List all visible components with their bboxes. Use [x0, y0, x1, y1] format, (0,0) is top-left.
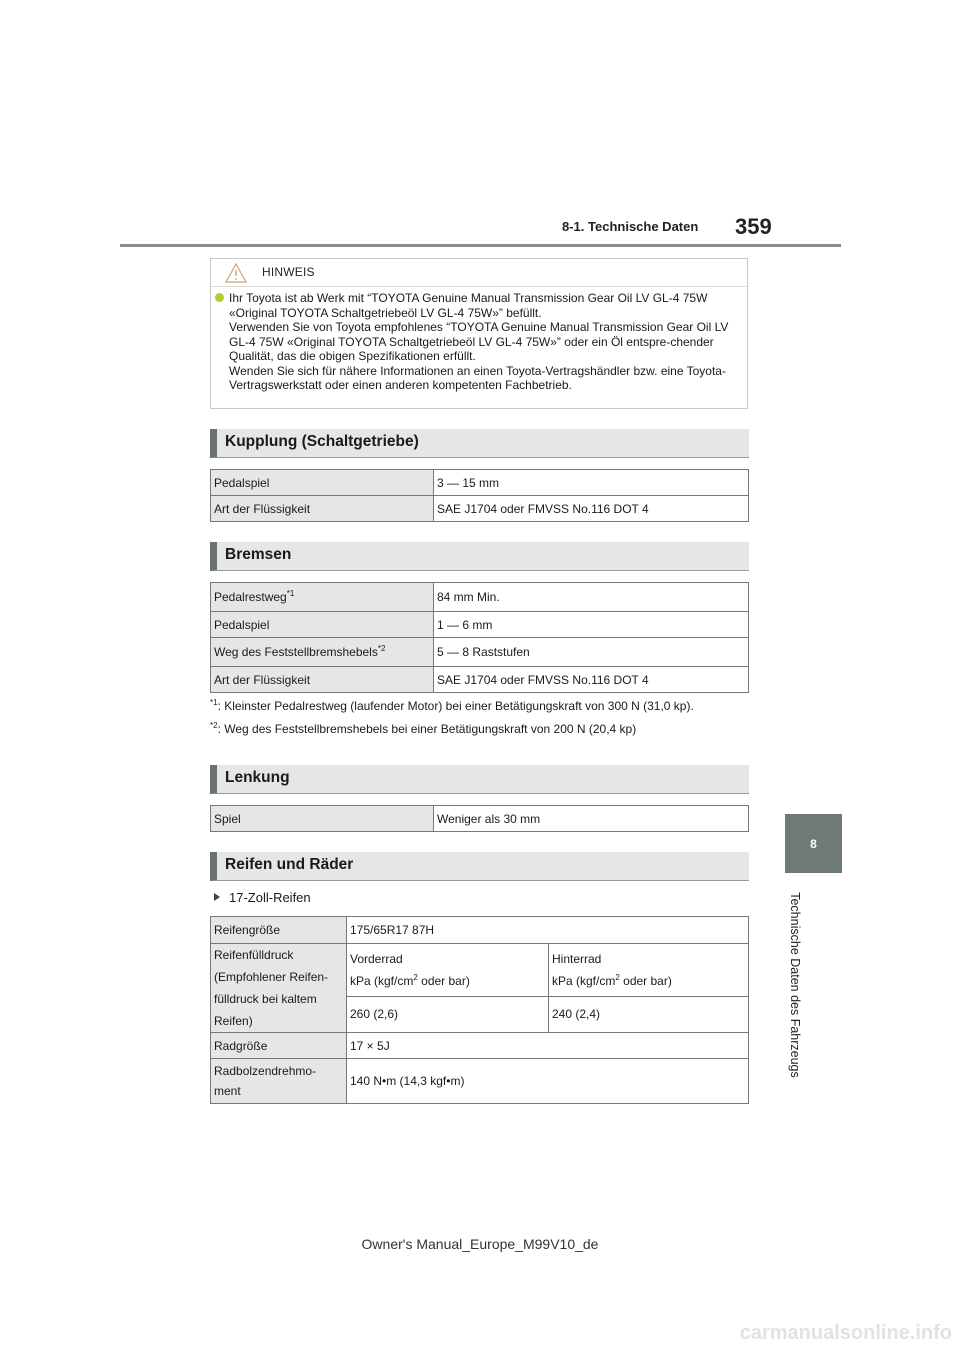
- subheading-17-inch: [214, 890, 311, 905]
- chapter-tab[interactable]: [785, 814, 842, 873]
- footnote-text: : Kleinster Pedalrestweg (laufender Motor) bei einer Betätigungskraft von 300 N (31,0 kp).: [217, 699, 694, 713]
- table-row: [211, 612, 749, 638]
- table-row: [211, 470, 749, 496]
- row-label: [211, 1059, 347, 1104]
- row-value: 84 mm Min.: [434, 583, 749, 612]
- row-value: Weniger als 30 mm: [434, 806, 749, 832]
- row-label-text: Weg des Feststellbremshebels: [214, 645, 378, 659]
- chapter-number: 8: [810, 836, 817, 851]
- footnote-marker: *2: [377, 644, 386, 653]
- header-divider: [120, 244, 841, 247]
- section-header-title: Bremsen: [225, 546, 292, 563]
- section-header-brakes: [210, 542, 749, 571]
- label-line: Reifen): [214, 1014, 253, 1028]
- section-header-title: Reifen und Räder: [225, 856, 354, 873]
- footnote-marker: *2: [210, 721, 218, 730]
- label-line: fülldruck bei kaltem: [214, 992, 317, 1006]
- row-value: 175/65R17 87H: [347, 917, 749, 944]
- row-label: [211, 583, 434, 612]
- column-heading: Hinterrad: [552, 951, 602, 966]
- manual-id: Owner's Manual_Europe_M99V10_de: [361, 1236, 599, 1252]
- row-label: [211, 638, 434, 667]
- front-pressure-value: 260 (2,6): [347, 996, 549, 1032]
- section-header-tires: [210, 852, 749, 881]
- arrow-right-icon: [214, 893, 220, 901]
- notice-body: [229, 291, 743, 393]
- table-row: [211, 583, 749, 612]
- section-header-clutch: [210, 429, 749, 458]
- table-row: [211, 944, 749, 997]
- watermark: carmanualsonline.info: [739, 1322, 952, 1344]
- notice-heading: HINWEIS: [262, 265, 315, 279]
- notice-paragraph: Wenden Sie sich für nähere Informationen an einen Toyota-Vertragshändler bzw. eine Toyota-Vertragswerkstatt oder einen anderen kompetenten Fachbetrieb.: [229, 363, 726, 392]
- tires-table: [210, 916, 749, 1104]
- footnote-marker: *1: [210, 698, 218, 707]
- row-label: Pedalspiel: [211, 612, 434, 638]
- chapter-title: [786, 880, 804, 1090]
- front-wheel-header: [347, 944, 549, 997]
- table-row: [211, 1033, 749, 1059]
- label-line: Radbolzendrehmo-: [214, 1064, 317, 1078]
- footnote-text: : Weg des Feststellbremshebels bei einer Betätigungskraft von 200 N (20,4 kp): [217, 722, 637, 736]
- subheading-text: 17-Zoll-Reifen: [229, 890, 311, 905]
- notice-paragraph: Verwenden Sie von Toyota empfohlenes “TOYOTA Genuine Manual Transmission Gear Oil LV GL-4 75W «Original TOYOTA Schaltgetriebeöl LV GL-4 75W»” oder ein Öl entspre-chender Qualität, das die obigen Spezifikationen erfüllt.: [229, 320, 729, 363]
- notice-divider: [211, 286, 747, 287]
- row-value: 3 — 15 mm: [434, 470, 749, 496]
- rear-pressure-value: 240 (2,4): [549, 996, 749, 1032]
- section-header-title: Lenkung: [225, 769, 290, 786]
- table-row: [211, 806, 749, 832]
- row-label: Spiel: [211, 806, 434, 832]
- row-value: 1 — 6 mm: [434, 612, 749, 638]
- label-line: (Empfohlener Reifen-: [214, 970, 329, 984]
- unit-label: kPa ($kgf/cm^2$ oder bar): [350, 972, 470, 988]
- row-label: Pedalspiel: [211, 470, 434, 496]
- brakes-table: [210, 582, 749, 693]
- column-heading: Vorderrad: [350, 951, 403, 966]
- row-value: SAE J1704 oder FMVSS No.116 DOT 4: [434, 667, 749, 693]
- unit-label: kPa ($kgf/cm^2$ oder bar): [552, 972, 672, 988]
- table-row: [211, 917, 749, 944]
- page-number: 359: [735, 214, 772, 239]
- row-value: 140 N•m (14,3 kgf•m): [347, 1059, 749, 1104]
- label-line: ment: [214, 1084, 241, 1098]
- steering-table: [210, 805, 749, 832]
- label-line: Reifenfülldruck: [214, 948, 294, 962]
- footnote: [210, 699, 694, 713]
- row-label-text: Pedalrestweg: [214, 590, 287, 604]
- row-value: SAE J1704 oder FMVSS No.116 DOT 4: [434, 496, 749, 522]
- section-title: 8-1. Technische Daten: [562, 219, 699, 234]
- footnote: [210, 722, 636, 736]
- table-row: [211, 1059, 749, 1104]
- footnote-marker: *1: [286, 589, 295, 598]
- chapter-title-text: Technische Daten des Fahrzeugs: [788, 892, 802, 1078]
- bullet-icon: [215, 293, 224, 302]
- section-header-steering: [210, 765, 749, 794]
- table-row: [211, 496, 749, 522]
- row-value: 5 — 8 Raststufen: [434, 638, 749, 667]
- section-header-title: Kupplung (Schaltgetriebe): [225, 433, 419, 450]
- row-label: Art der Flüssigkeit: [211, 496, 434, 522]
- row-label: Reifengröße: [211, 917, 347, 944]
- table-row: [211, 638, 749, 667]
- table-row: [211, 667, 749, 693]
- rear-wheel-header: [549, 944, 749, 997]
- row-label: [211, 944, 347, 1033]
- warning-icon: [225, 263, 247, 283]
- row-label: Radgröße: [211, 1033, 347, 1059]
- clutch-table: [210, 469, 749, 522]
- row-label: Art der Flüssigkeit: [211, 667, 434, 693]
- row-value: 17 × 5J: [347, 1033, 749, 1059]
- notice-paragraph: Ihr Toyota ist ab Werk mit “TOYOTA Genuine Manual Transmission Gear Oil LV GL-4 75W «Original TOYOTA Schaltgetriebeöl LV GL-4 75W»” befüllt.: [229, 291, 708, 320]
